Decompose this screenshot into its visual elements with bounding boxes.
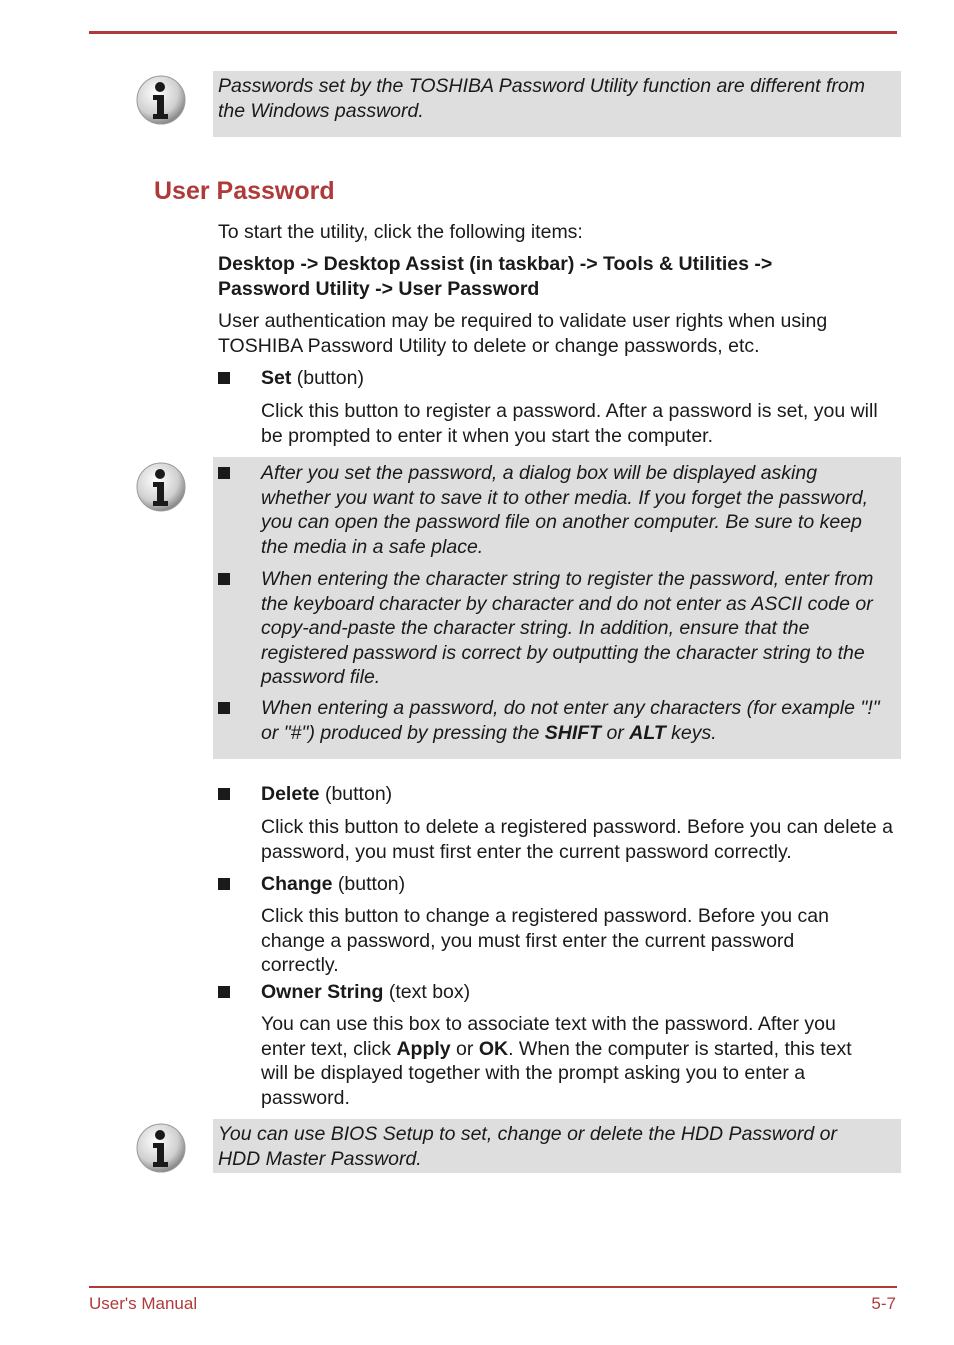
item-change-label: Change (button) — [261, 873, 406, 895]
footer-manual-title: User's Manual — [89, 1294, 198, 1313]
intro-text: To start the utility, click the following items: — [218, 221, 583, 243]
note-bullet-3: When entering a password, do not enter any characters (for example "!" or "#") produced by pressing the SHIFT or ALT keys. — [261, 697, 880, 744]
item-owner-desc: You can use this box to associate text with the password. After you enter text, click Apply or OK. When the computer is started, this text will be displayed together with the prompt asking you to enter a password. — [261, 1013, 852, 1109]
item-set-desc: Click this button to register a password. After a password is set, you will be prompted to enter it when you start the computer. — [261, 400, 878, 447]
note-text: Passwords set by the TOSHIBA Password Utility function are different from the Windows password. — [218, 75, 866, 122]
bullet-icon — [218, 986, 230, 998]
note-set — [213, 457, 901, 759]
info-icon — [134, 460, 188, 514]
bullet-icon — [218, 573, 230, 585]
bullet-icon — [218, 788, 230, 800]
note-text: You can use BIOS Setup to set, change or delete the HDD Password or HDD Master Password. — [218, 1123, 837, 1170]
footer-rule — [89, 1286, 897, 1288]
bullet-icon — [218, 702, 230, 714]
item-delete-desc: Click this button to delete a registered password. Before you can delete a password, you must first enter the current password correctly. — [261, 816, 893, 863]
item-delete-label: Delete (button) — [261, 783, 393, 805]
item-change-desc: Click this button to change a registered password. Before you can change a password, you must first enter the current password correctly. — [261, 905, 829, 976]
item-owner-label: Owner String (text box) — [261, 981, 471, 1003]
info-icon — [134, 73, 188, 127]
header-rule — [89, 31, 897, 34]
info-icon — [134, 1121, 188, 1175]
bullet-icon — [218, 372, 230, 384]
auth-text: User authentication may be required to validate user rights when using TOSHIBA Password Utility to delete or change passwords, etc. — [218, 310, 828, 357]
bullet-icon — [218, 878, 230, 890]
menu-path-line-2: Password Utility -> User Password — [218, 278, 540, 300]
note-bullet-1: After you set the password, a dialog box will be displayed asking whether you want to save it to other media. If you forget the password, you can open the password file on another computer. Be sure to keep the media in a safe place. — [261, 462, 868, 558]
note-bottom — [213, 1119, 901, 1173]
note-bullet-2: When entering the character string to register the password, enter from the keyboard character by character and do not enter as ASCII code or copy-and-paste the character string. In addition, ensure that the registered password is correct by outputting the character string to the password file. — [261, 568, 874, 688]
menu-path-line-1: Desktop -> Desktop Assist (in taskbar) -> Tools & Utilities -> — [218, 253, 773, 275]
item-set-label: Set (button) — [261, 367, 364, 389]
note-top — [213, 71, 901, 137]
bullet-icon — [218, 467, 230, 479]
footer-page-number: 5-7 — [871, 1294, 896, 1313]
section-title: User Password — [154, 177, 335, 205]
